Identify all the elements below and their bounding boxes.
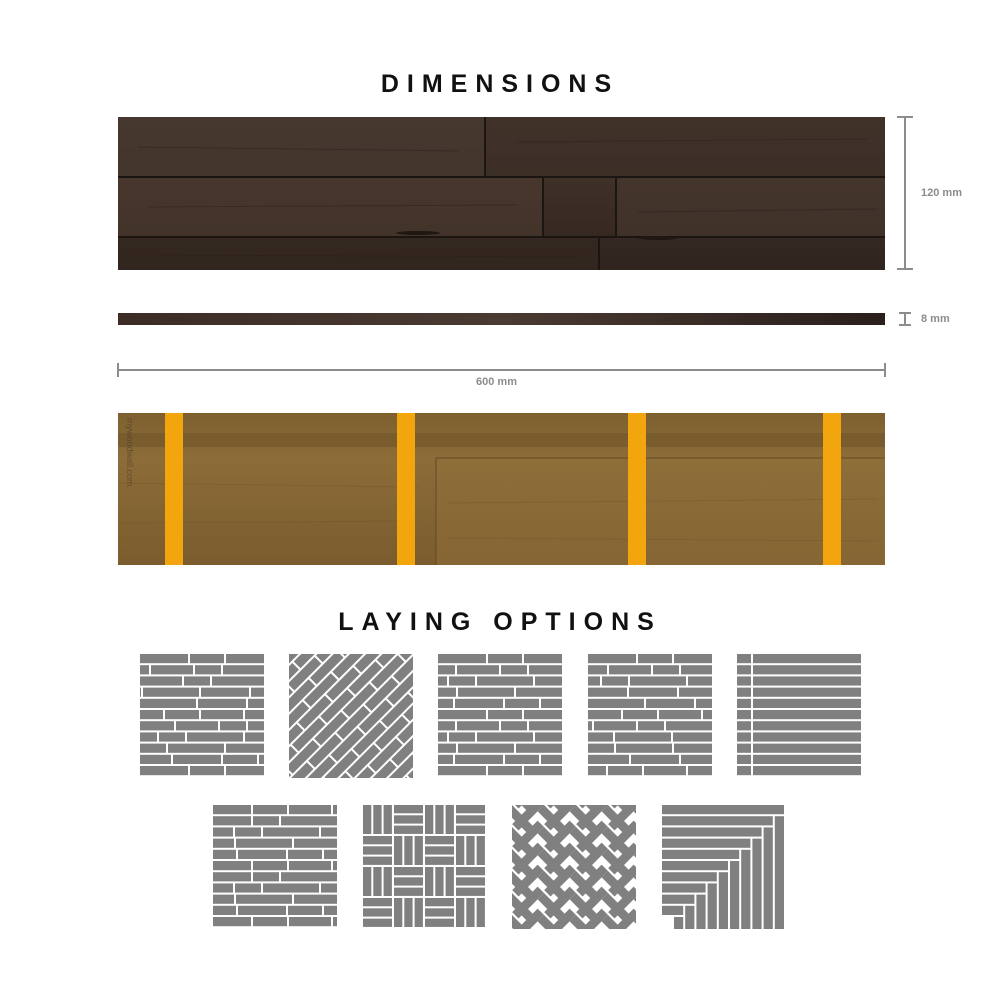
thickness-dimension-label: 8 mm [921, 313, 950, 325]
pattern-diagonal-icon [289, 654, 413, 778]
dimension-lines [0, 0, 1000, 400]
pattern-staggered-icon [588, 654, 712, 778]
height-dimension-label: 120 mm [921, 187, 962, 199]
length-dimension-label: 600 mm [476, 376, 517, 388]
tape-strip [823, 413, 841, 565]
panel-back-photo [118, 413, 885, 565]
pattern-random-horizontal-icon [438, 654, 562, 778]
tape-strip [628, 413, 646, 565]
laying-options-title: LAYING OPTIONS [338, 608, 662, 636]
dimensions-title: DIMENSIONS [380, 70, 620, 98]
tape-strip [165, 413, 183, 565]
pattern-random-offset-icon [213, 805, 337, 929]
brand-watermark: mywoodwall.com [125, 418, 135, 487]
pattern-frame-icon [662, 805, 786, 929]
tape-strip [397, 413, 415, 565]
pattern-herringbone-icon [512, 805, 636, 929]
pattern-straight-stack-icon [737, 654, 861, 778]
pattern-offset-brick-icon [140, 654, 264, 778]
pattern-basketweave-icon [363, 805, 487, 929]
